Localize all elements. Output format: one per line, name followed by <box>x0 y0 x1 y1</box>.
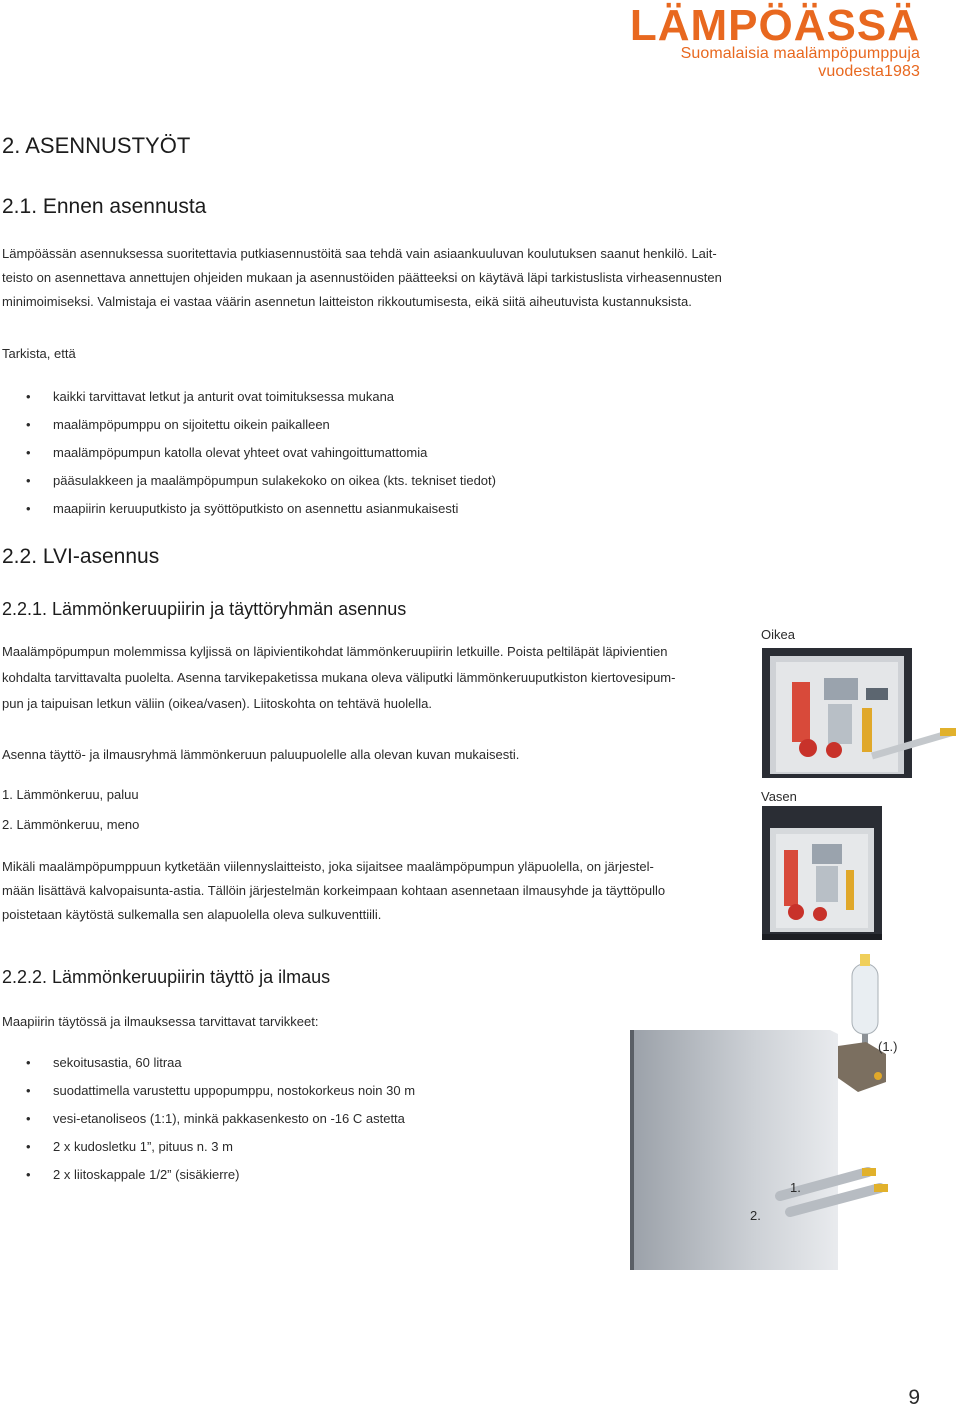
brand-logo-title: LÄMPÖÄSSÄ <box>629 1 920 50</box>
heading-filling: 2.2.2. Lämmönkeruupiirin täyttö ja ilmaus <box>2 967 331 987</box>
numbered-item-2: 2. Lämmönkeruu, meno <box>2 817 140 832</box>
paragraph-line: mään lisättävä kalvopaisunta-astia. Tällöin järjestelmän korkeimpaan kohtaan asennetaan ilmausyhde ja täyttöpullo <box>2 883 666 898</box>
heat-pump-right-image <box>762 648 958 778</box>
collector-paragraph-1 <box>2 640 742 718</box>
list-item: • 2 x liitoskappale 1/2” (sisäkierre) <box>26 1163 415 1191</box>
list-item: • sekoitusastia, 60 litraa <box>26 1051 415 1079</box>
paragraph-line: Maalämpöpumpun molemmissa kyljissä on läpivientikohdat lämmönkeruupiirin letkuille. Poista peltiläpät läpivientien <box>2 644 668 659</box>
paragraph-line: minimoimiseksi. Valmistaja ei vastaa väärin asennetun laitteiston rikkoutumisesta, eikä siitä aiheutuvista kustannuksista. <box>2 294 692 309</box>
paragraph-line: kohdalta tarvittavalta puolelta. Asenna tarvikepaketissa mukana oleva väliputki lämmönkeruuputkiston kiertovesipum- <box>2 670 676 685</box>
assembly-label-1-paren: (1.) <box>878 1039 898 1054</box>
paragraph-line: Lämpöässän asennuksessa suoritettavia putkiasennustöitä saa tehdä vain asiaankuuluvan koulutuksen saanut henkilö. Lait- <box>2 246 717 261</box>
paragraph-line: teisto on asennettava annettujen ohjeiden mukaan ja asennustöiden päätteeksi on käytävä läpi tarkistuslista virheasennusten <box>2 270 722 285</box>
list-item: • kaikki tarvittavat letkut ja anturit ovat toimituksessa mukana <box>26 385 496 413</box>
numbered-item-1: 1. Lämmönkeruu, paluu <box>2 787 139 802</box>
before-install-paragraph <box>2 242 762 314</box>
heading-lvi: 2.2. LVI-asennus <box>2 545 160 568</box>
figure-left-label: Vasen <box>761 789 797 804</box>
assembly-label-1: 1. <box>790 1180 801 1195</box>
list-item: • 2 x kudosletku 1”, pituus n. 3 m <box>26 1135 415 1163</box>
checklist <box>26 385 496 525</box>
list-item: • maapiirin keruuputkisto ja syöttöputkisto on asennettu asianmukaisesti <box>26 497 496 525</box>
list-item: • maalämpöpumpun katolla olevat yhteet ovat vahingoittumattomia <box>26 441 496 469</box>
paragraph-line: Mikäli maalämpöpumppuun kytketään viilennyslaitteisto, joka sijaitsee maalämpöpumpun yläpuolella, on järjestel- <box>2 859 654 874</box>
list-item: • pääsulakkeen ja maalämpöpumpun sulakekoko on oikea (kts. tekniset tiedot) <box>26 469 496 497</box>
heading-collector-circuit: 2.2.1. Lämmönkeruupiirin ja täyttöryhmän asennus <box>2 599 407 619</box>
list-item: • suodattimella varustettu uppopumppu, nostokorkeus noin 30 m <box>26 1079 415 1107</box>
filling-intro: Maapiirin täytössä ja ilmauksessa tarvittavat tarvikkeet: <box>2 1014 319 1029</box>
supplies-list <box>26 1051 415 1191</box>
collector-paragraph-2: Asenna täyttö- ja ilmausryhmä lämmönkeruun paluupuolelle alla olevan kuvan mukaisesti. <box>2 747 520 762</box>
checklist-intro: Tarkista, että <box>2 346 76 361</box>
figure-right-label: Oikea <box>761 627 795 642</box>
paragraph-line: poistetaan käytöstä sulkemalla sen alapuolella oleva sulkuventtiili. <box>2 907 382 922</box>
section-title: 2. ASENNUSTYÖT <box>2 133 191 158</box>
assembly-label-2: 2. <box>750 1208 761 1223</box>
collector-paragraph-3 <box>2 855 742 927</box>
heat-pump-left-image <box>762 806 882 940</box>
page-number: 9 <box>908 1386 920 1409</box>
heat-pump-filling-assembly-image <box>630 950 920 1270</box>
list-item: • maalämpöpumppu on sijoitettu oikein paikalleen <box>26 413 496 441</box>
heading-before-install: 2.1. Ennen asennusta <box>2 195 207 218</box>
list-item: • vesi-etanoliseos (1:1), minkä pakkasenkesto on -16 C astetta <box>26 1107 415 1135</box>
brand-logo-subtitle: Suomalaisia maalämpöpumppuja vuodesta1983 <box>680 45 920 80</box>
paragraph-line: pun ja taipuisan letkun väliin (oikea/vasen). Liitoskohta on tehtävä huolella. <box>2 696 432 711</box>
